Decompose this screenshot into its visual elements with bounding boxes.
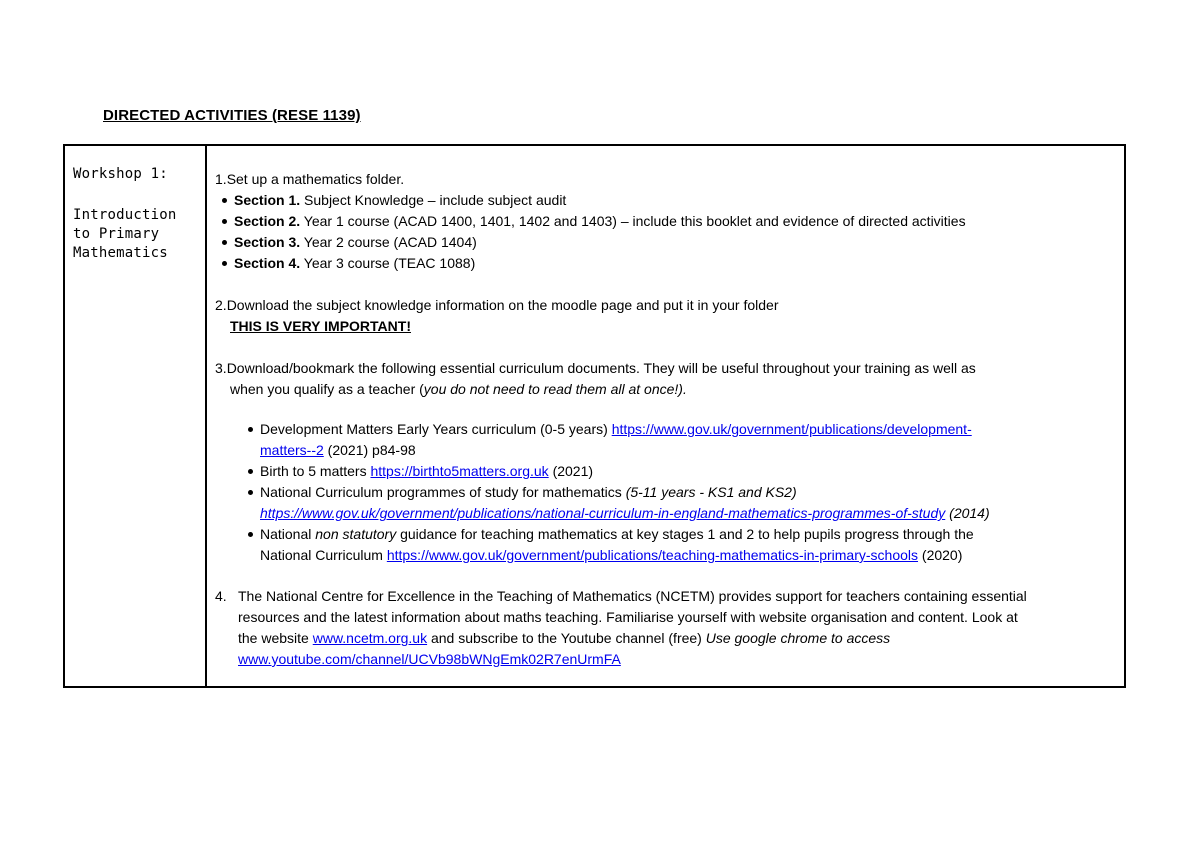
- workshop-heading: Workshop 1:: [73, 166, 168, 182]
- section-item: [234, 190, 566, 211]
- item-3-text: Download/bookmark the following essential curriculum documents. They will be useful throughout your training as well as: [226, 360, 976, 376]
- item-4-line1: [238, 586, 1027, 607]
- resource-text: (2020): [918, 547, 963, 563]
- section-item: [234, 211, 966, 232]
- item-4-text: and subscribe to the Youtube channel (free): [427, 630, 706, 646]
- item-1-text: Set up a mathematics folder.: [226, 171, 405, 187]
- section-label: Section 4.: [234, 255, 301, 271]
- activities-table: [63, 144, 1126, 688]
- resource-text: National Curriculum: [260, 547, 387, 563]
- workshop-topic-line: to Primary: [73, 226, 160, 242]
- section-text: Subject Knowledge – include subject audit: [300, 192, 567, 208]
- ncetm-link[interactable]: www.ncetm.org.uk: [312, 630, 428, 646]
- item-4-line2: [238, 607, 1018, 628]
- section-item: [234, 253, 475, 274]
- resource-item: [260, 524, 974, 545]
- item-4-italic: Use google chrome to access: [705, 630, 891, 646]
- item-3-line2: [230, 379, 687, 400]
- item-4-text: resources and the latest information about maths teaching. Familiarise yourself with website organisation and content. Look at: [238, 609, 1018, 625]
- important-warning: THIS IS VERY IMPORTANT!: [230, 318, 411, 334]
- workshop-cell: [65, 146, 207, 686]
- section-text: Year 2 course (ACAD 1404): [300, 234, 477, 250]
- item-number: 4.: [215, 588, 227, 604]
- resource-item-cont: [260, 503, 990, 524]
- resource-link[interactable]: https://www.gov.uk/government/publications/development-: [611, 421, 972, 437]
- resource-link[interactable]: https://www.gov.uk/government/publications/teaching-mathematics-in-primary-schools: [386, 547, 919, 563]
- resource-text: National Curriculum programmes of study for mathematics: [260, 484, 626, 500]
- youtube-link[interactable]: www.youtube.com/channel/UCVb98bWNgEmk02R7enUrmFA: [238, 651, 621, 667]
- resource-text: National: [260, 526, 316, 542]
- resource-link[interactable]: https://birthto5matters.org.uk: [370, 463, 549, 479]
- resource-text: Birth to 5 matters: [260, 463, 371, 479]
- workshop-topic-line: Mathematics: [73, 245, 168, 261]
- resource-item: [260, 461, 593, 482]
- resource-text: (2014): [945, 505, 990, 521]
- item-2-text: Download the subject knowledge information on the moodle page and put it in your folder: [226, 297, 779, 313]
- item-4-line4: [238, 649, 621, 670]
- item-2: [215, 295, 778, 316]
- resource-italic: non statutory: [315, 526, 397, 542]
- item-4-text: The National Centre for Excellence in the Teaching of Mathematics (NCETM) provides support for teachers containing essential: [238, 588, 1027, 604]
- resource-item: [260, 419, 972, 440]
- item-number: 2.: [215, 297, 227, 313]
- resource-text: guidance for teaching mathematics at key stages 1 and 2 to help pupils progress through the: [396, 526, 974, 542]
- resource-text: Development Matters Early Years curriculum (0-5 years): [260, 421, 612, 437]
- item-4-text: the website: [238, 630, 313, 646]
- item-1: [215, 169, 404, 190]
- section-label: Section 3.: [234, 234, 301, 250]
- resource-italic: (5-11 years - KS1 and KS2): [625, 484, 797, 500]
- section-label: Section 2.: [234, 213, 301, 229]
- workshop-topic: [73, 206, 177, 263]
- item-4-line3: [238, 628, 890, 649]
- resource-text: (2021): [548, 463, 594, 479]
- section-text: Year 3 course (TEAC 1088): [300, 255, 476, 271]
- item-number: 1.: [215, 171, 227, 187]
- resource-link[interactable]: matters--2: [260, 442, 324, 458]
- item-3-text: when you qualify as a teacher (: [230, 381, 424, 397]
- item-3: [215, 358, 976, 379]
- workshop-topic-line: Introduction: [73, 207, 177, 223]
- resource-item: [260, 482, 797, 503]
- document-title: DIRECTED ACTIVITIES (RESE 1139): [103, 107, 361, 124]
- resource-text: (2021) p84-98: [323, 442, 416, 458]
- item-number: 3.: [215, 360, 227, 376]
- resource-item-cont: [260, 545, 962, 566]
- section-item: [234, 232, 477, 253]
- section-text: Year 1 course (ACAD 1400, 1401, 1402 and 1403) – include this booklet and evidence of directed activities: [300, 213, 966, 229]
- resource-item-cont: [260, 440, 416, 461]
- activities-cell: [207, 146, 1124, 686]
- item-4: [215, 586, 227, 607]
- important-note: [230, 316, 411, 337]
- item-3-italic: you do not need to read them all at once!).: [423, 381, 687, 397]
- resource-link[interactable]: https://www.gov.uk/government/publications/national-curriculum-in-england-mathematics-programmes-of-study: [260, 505, 946, 521]
- section-label: Section 1.: [234, 192, 301, 208]
